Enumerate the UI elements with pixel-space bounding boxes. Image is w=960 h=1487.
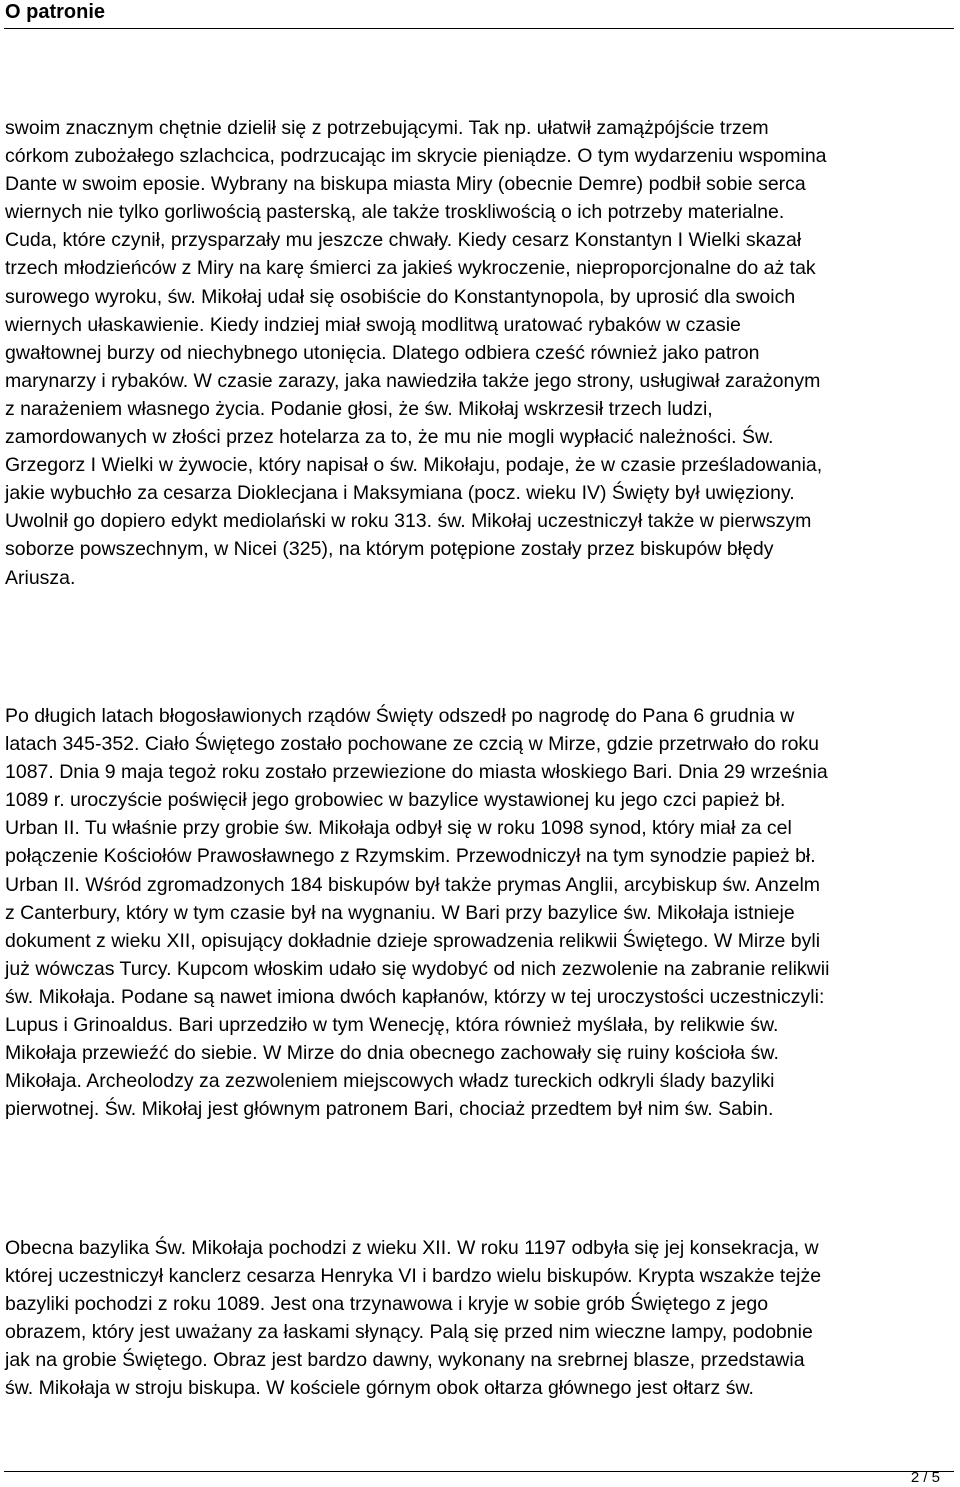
paragraph-2: Po długich latach błogosławionych rządów Święty odszedł po nagrodę do Pana 6 grudnia w latach 345-352. Ciało Świętego zostało pochowane ze czcią w Mirze, gdzie przetrwało do roku 1087. Dnia 9 maja tegoż roku zostało przewiezione do miasta włoskiego Bari. Dnia 29 września 1089 r. uroczyście poświęcił jego grobowiec w bazylice wystawionej ku jego czci papież bł. Urban II. Tu właśnie przy grobie św. Mikołaja odbył się w roku 1098 synod, który miał za cel połączenie Kościołów Prawosławnego z Rzymskim. Przewodniczył na tym synodzie papież bł. Urban II. Wśród zgromadzonych 184 biskupów był także prymas Anglii, arcybiskup św. Anzelm z Canterbury, który w tym czasie był na wygnaniu. W Bari przy bazylice św. Mikołaja istnieje dokument z wieku XII, opisujący dokładnie dzieje sprowadzenia relikwii Świętego. W Mirze byli już wówczas Turcy. Kupcom włoskim udało się wydobyć od nich zezwolenie na zabranie relikwii św. Mikołaja. Podane są nawet imiona dwóch kapłanów, którzy w tej uroczystości uczestniczyli: Lupus i Grinoaldus. Bari uprzedziło w tym Wenecję, która również myślała, by relikwie św. Mikołaja przewieźć do siebie. W Mirze do dnia obecnego zachowały się ruiny kościoła św. Mikołaja. Archeolodzy za zezwoleniem miejscowych władz tureckich odkryli ślady bazyliki pierwotnej. Św. Mikołaj jest głównym patronem Bari, chociaż przedtem był nim św. Sabin.	[5, 705, 830, 1121]
header-divider	[4, 28, 954, 29]
page-title: O patronie	[5, 1, 106, 23]
page-number: 2 / 5	[910, 1469, 940, 1486]
paragraph-3: Obecna bazylika Św. Mikołaja pochodzi z wieku XII. W roku 1197 odbyła się jej konsekracja, w której uczestniczył kanclerz cesarza Henryka VI i bardzo wielu biskupów. Krypta wszakże tejże bazyliki pochodzi z roku 1089. Jest ona trzynawowa i kryje w sobie grób Świętego z jego obrazem, który jest uważany za łaskami słynący. Palą się przed nim wieczne lampy, podobnie jak na grobie Świętego. Obraz jest bardzo dawny, wykonany na srebrnej blasze, przedstawia św. Mikołaja w stroju biskupa. W kościele górnym obok ołtarza głównego jest ołtarz św.	[5, 1237, 822, 1400]
paragraph-1: swoim znacznym chętnie dzielił się z potrzebującymi. Tak np. ułatwił zamążpójście trzem córkom zubożałego szlachcica, podrzucając im skrycie pieniądze. O tym wydarzeniu wspomina Dante w swoim eposie. Wybrany na biskupa miasta Miry (obecnie Demre) podbił sobie serca wiernych nie tylko gorliwością pasterską, ale także troskliwością o ich potrzeby materialne. Cuda, które czynił, przysparzały mu jeszcze chwały. Kiedy cesarz Konstantyn I Wielki skazał trzech młodzieńców z Miry na karę śmierci za jakieś wykroczenie, nieproporcjonalne do aż tak surowego wyroku, św. Mikołaj udał się osobiście do Konstantynopola, by uprosić dla swoich wiernych ułaskawienie. Kiedy indziej miał swoją modlitwą uratować rybaków w czasie gwałtownej burzy od niechybnego utonięcia. Dlatego odbiera cześć również jako patron marynarzy i rybaków. W czasie zarazy, jaka nawiedziła także jego strony, usługiwał zarażonym z narażeniem własnego życia. Podanie głosi, że św. Mikołaj wskrzesił trzech ludzi, zamordowanych w złości przez hotelarza za to, że mu nie mogli wypłacić należności. Św. Grzegorz I Wielki w żywocie, który napisał o św. Mikołaju, podaje, że w czasie prześladowania, jakie wybuchło za cesarza Dioklecjana i Maksymiana (pocz. wieku IV) Święty był uwięziony. Uwolnił go dopiero edykt mediolański w roku 313. św. Mikołaj uczestniczył także w pierwszym soborze powszechnym, w Nicei (325), na którym potępione zostały przez biskupów błędy Ariusza.	[5, 117, 827, 589]
footer-divider	[4, 1471, 954, 1472]
